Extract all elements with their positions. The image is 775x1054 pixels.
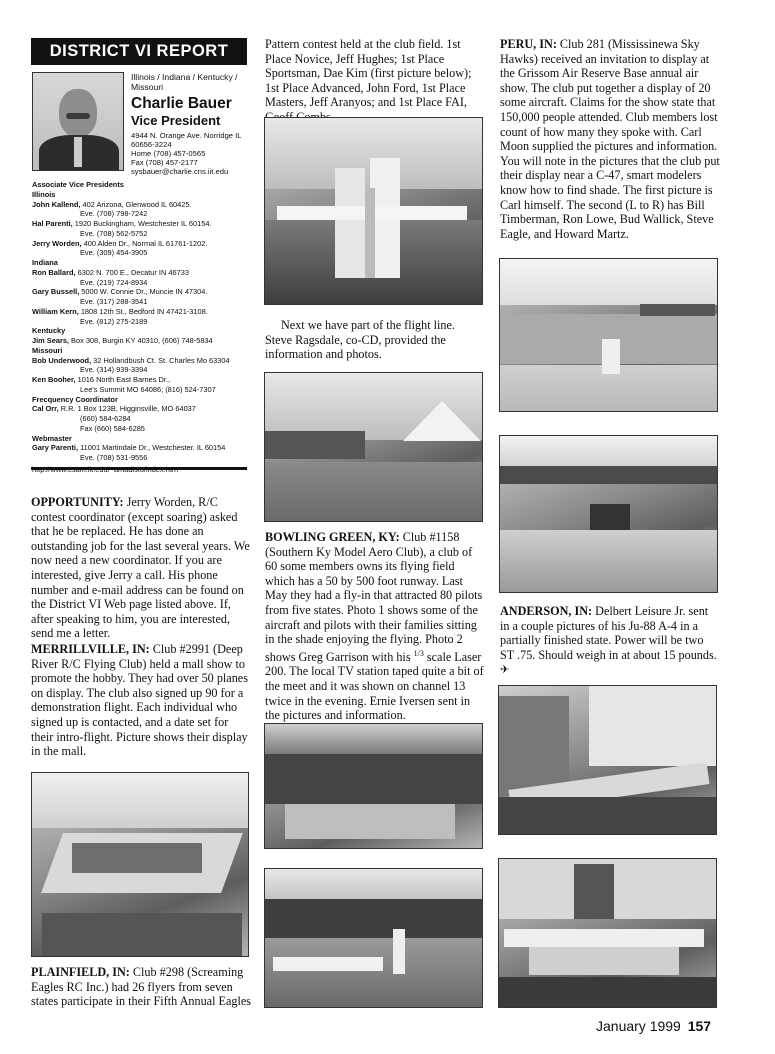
directory-entry [32, 287, 254, 297]
photo-dae-kim [264, 117, 483, 305]
directory-entry [32, 356, 254, 366]
directory-detail-line: Lee's Summit MO 64086; (816) 524-7307 [80, 384, 216, 394]
directory-detail-line: Eve. (309) 454-3905 [80, 248, 148, 258]
directory-heading: Frecquency Coordinator [32, 394, 118, 404]
vp-name: Charlie Bauer [131, 95, 232, 112]
directory-entry [32, 336, 254, 346]
directory-entry-detail: Box 308, Burgin KY 40310, (606) 748-5834 [68, 336, 213, 345]
bowling-lead: BOWLING GREEN, KY: [265, 530, 400, 544]
directory-entry-name: William Kern, [32, 306, 79, 316]
directory-entry [32, 200, 254, 210]
directory-heading: Indiana [32, 258, 58, 267]
page-number: 157 [687, 1018, 712, 1034]
plainfield-text: Club #298 (Screaming Eagles RC Inc.) had 26 flyers from seven states participate in their Fifth Annual Eagles [31, 965, 251, 1009]
photo-ju88-builder [498, 685, 717, 835]
header-bar [31, 38, 247, 65]
photo-bowling-shade [264, 723, 483, 849]
vp-home-phone: Home (708) 457-0565 [131, 149, 206, 158]
anderson-text: Delbert Leisure Jr. sent in a couple pictures of his Ju-88 A-4 in a partially finished state. Power will be two ST .75. Should weigh in at about 15 pounds. [500, 604, 717, 662]
directory-entry [32, 404, 254, 414]
directory-entry-detail: 11001 Martindale Dr., Westchester. IL 60154 [78, 443, 226, 453]
article-pattern-continued: Pattern contest held at the club field. 1st Place Novice, Jeff Hughes; 1st Place Sportsman, Dae Kim (first picture below); 1st Place Advanced, John Ford, 1st Place Masters, Jeff Aranyos; and 1st Place FAI, [265, 37, 472, 110]
bowling-fraction: 1/3 [413, 648, 424, 658]
directory-entry-detail: 1808 12th St., Bedford IN 47421-3108. [78, 306, 208, 316]
header-rule [31, 467, 247, 470]
anderson-end-mark: ✈ [500, 664, 510, 677]
opportunity-lead: OPPORTUNITY: [31, 495, 124, 509]
directory-entry-name: Ken Booher, [32, 375, 76, 384]
article-merrillville [31, 642, 251, 759]
article-flightline: Next we have part of the flight line. Steve Ragsdale, co-CD, provided the information and photos. [265, 318, 455, 362]
directory-entry-name: Gary Bussell, [32, 287, 80, 297]
bowling-text-b: scale Laser 200. The local TV station taped quite a bit of the meet and it was shown on channel 13 twice in the evening. Ernie Iversen sent in the pictures and information. [265, 649, 484, 723]
directory-detail-line: Eve. (812) 275-2189 [80, 316, 148, 326]
photo-carl-moon [499, 258, 718, 412]
directory-heading: Webmaster [32, 433, 72, 443]
directory-entry [32, 375, 254, 385]
directory [32, 180, 254, 475]
directory-entry-name: John Kallend, [32, 199, 81, 209]
directory-heading: Kentucky [32, 326, 66, 336]
directory-heading: Associate Vice Presidents [32, 180, 124, 189]
directory-entry-detail: 1920 Buckingham, Westchester IL 60154. [72, 219, 212, 228]
directory-detail-line: Eve. (708) 562-5752 [80, 228, 148, 238]
vp-address-2: 60656-3224 [131, 140, 172, 149]
photo-laser-200 [264, 868, 483, 1008]
directory-entry-detail: 1016 North East Barnes Dr., [75, 375, 171, 384]
directory-entry-detail: 400 Alden Dr., Normal IL 61761-1202. [81, 238, 208, 248]
article-anderson [500, 604, 720, 678]
directory-detail-line: Eve. (314) 939-3394 [80, 365, 148, 375]
directory-entry-detail: R.R. 1 Box 123B, Higginsville, MO 64037 [58, 404, 196, 414]
article-peru [500, 37, 720, 241]
anderson-lead: ANDERSON, IN: [500, 604, 593, 618]
peru-lead: PERU, IN: [500, 37, 557, 51]
directory-detail-line: Eve. (708) 798-7242 [80, 209, 148, 219]
photo-display-group [499, 435, 718, 593]
directory-heading: Illinois [32, 189, 56, 199]
directory-entry-name: Gary Parenti, [32, 443, 79, 453]
directory-entry-name: Jerry Worden, [32, 238, 82, 248]
directory-detail-line: Fax (660) 584-6285 [80, 423, 145, 433]
photo-ju88-model [498, 858, 717, 1008]
directory-entry-detail: 6302 N. 700 E., Decatur IN 46733 [75, 267, 189, 277]
peru-text: Club 281 (Mississinewa Sky Hawks) received an invitation to display at the Grissom Air Reserve Base annual air show. The club put together a display of 20 some aircraft. Claims for the show state that 150,000 people attended. Club members lost count of how many they spoke with. Carl Moon supplied the pictures and information. You will note in the pictures that the club put their display near a C-47, smart modelers know how to find shade. The first picture is Carl himself. The second (L to R) has Bill Timberman, Ron Lowe, Bud Wallick, Steve Eagle, and Howard Martz. [500, 37, 720, 241]
merrillville-lead: MERRILLVILLE, IN: [31, 642, 150, 656]
article-plainfield [31, 965, 251, 1009]
photo-mall-display [31, 772, 249, 957]
directory-entry-detail: 402 Arizona, Glenwood IL 60425. [80, 199, 192, 209]
page-footer [596, 1018, 726, 1034]
vp-info [131, 72, 249, 176]
directory-entry [32, 219, 254, 229]
vp-title: Vice President [131, 113, 221, 128]
vp-fax: Fax (708) 457-2177 [131, 158, 198, 167]
directory-detail-line: Eve. (708) 531-9556 [80, 453, 148, 462]
directory-entry-name: Ron Ballard, [32, 267, 76, 277]
article-opportunity [31, 495, 251, 641]
directory-detail-line: Eve. (219) 724-8934 [80, 277, 148, 287]
directory-detail-line: (660) 584-6284 [80, 414, 131, 423]
merrillville-text: Club #2991 (Deep River R/C Flying Club) held a mall show to promote the hobby. They had over 50 planes on display. The club also signed up 90 for a demonstration flight. Each individual who signed up is contacted, and a date set for their intro-flight. Picture shows their display in the mall. [31, 642, 248, 759]
directory-entry [32, 268, 254, 278]
directory-entry-detail: 32 Hollandbush Ct. St. Charles Mo 63304 [91, 355, 230, 365]
directory-entry [32, 307, 254, 317]
directory-detail-line: Eve. (317) 288-3541 [80, 297, 148, 306]
vp-address-1: 4944 N. Orange Ave. Norridge IL [131, 131, 242, 140]
opportunity-text: Jerry Worden, R/C contest coordinator (except soaring) asked that he be replaced. He has done an outstanding job for the last several years. We now need a new coordinator. If you are interested, give Jerry a call. His phone number and e-mail address can be found on the District VI Web page listed above. If, after speaking to him, you are interested, send me a letter. [31, 495, 250, 641]
directory-entry-name: Cal Orr, [32, 404, 59, 414]
photo-flight-line [264, 372, 483, 522]
footer-date: January 1999 [596, 1018, 681, 1034]
directory-heading: Missouri [32, 345, 63, 355]
directory-entry [32, 443, 254, 453]
directory-entry-name: Bob Underwood, [32, 355, 92, 365]
article-bowling-green [265, 530, 485, 723]
directory-entry-name: Jim Sears, [32, 336, 69, 345]
directory-entry [32, 239, 254, 249]
vp-portrait [32, 72, 124, 171]
vp-email[interactable]: sysbauer@charlie.cns.iit.edu [131, 167, 229, 176]
directory-entry-detail: 5000 W. Connie Dr., Muncie IN 47304. [79, 287, 208, 297]
header-title: DISTRICT VI REPORT [49, 42, 229, 60]
directory-entry-name: Hal Parenti, [32, 219, 73, 228]
vp-states: Illinois / Indiana / Kentucky / Missouri [131, 72, 238, 92]
plainfield-lead: PLAINFIELD, IN: [31, 965, 130, 979]
bowling-text-a: Club #1158 (Southern Ky Model Aero Club), a club of 60 some members owns its flying field which has a 50 by 500 foot runway. Last May they had a fly-in that attracted 80 pilots from five states. Photo 1 shows some of the aircraft and pilots with their families sitting in the shade enjoying the flying. Photo 2 shows Greg Garrison with his [265, 530, 483, 664]
